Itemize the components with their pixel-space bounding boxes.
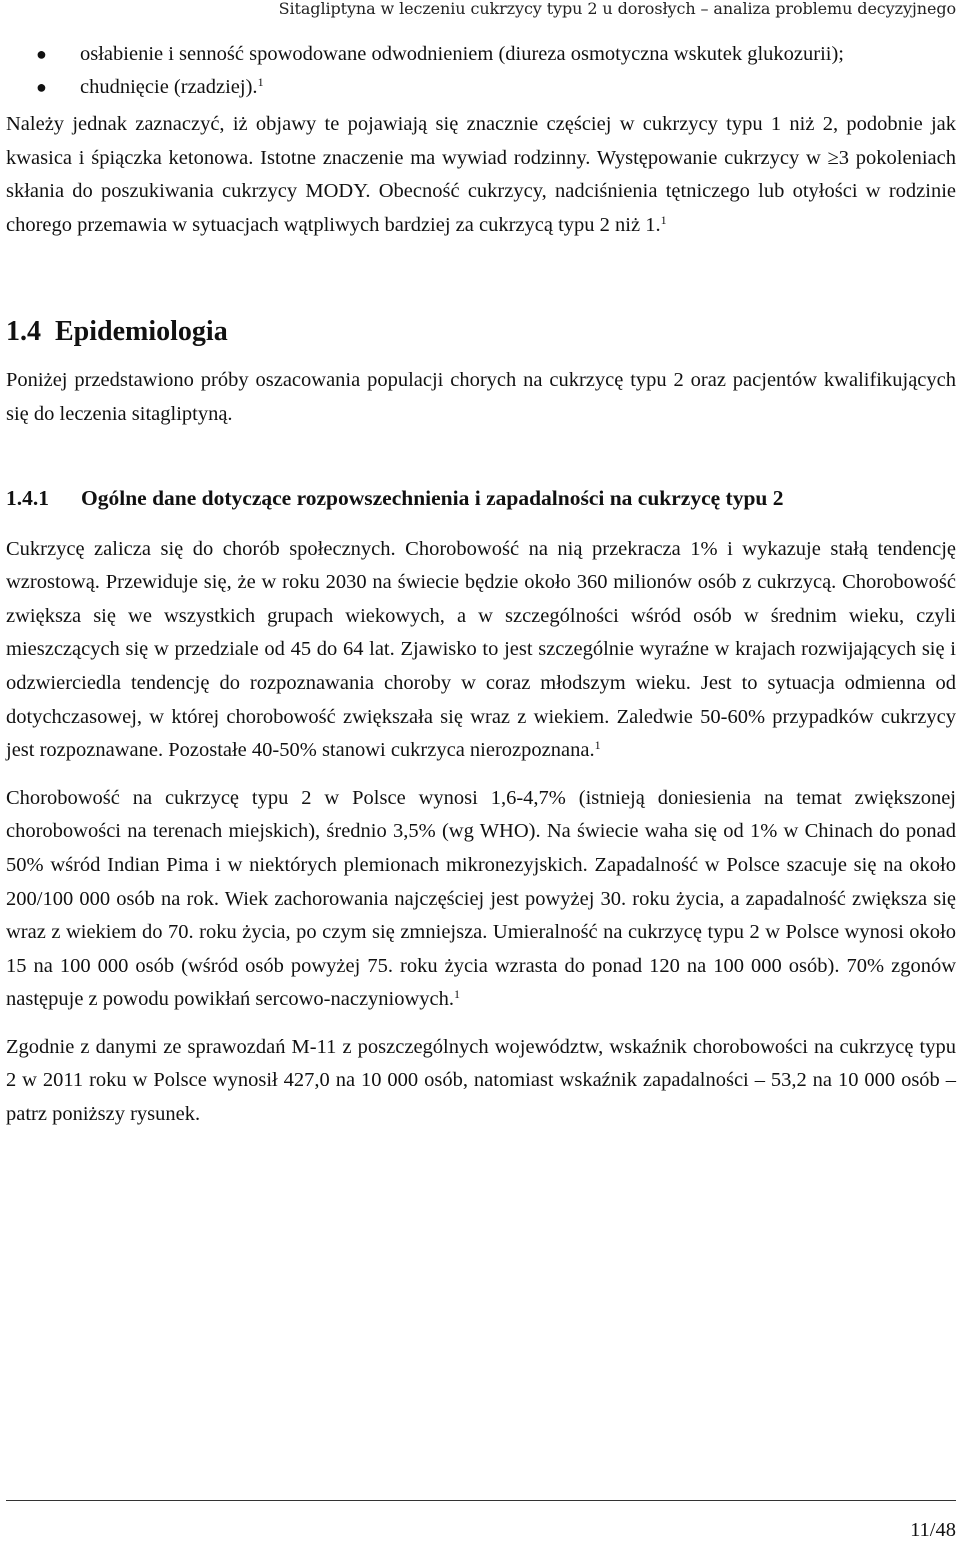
footnote-ref: 1	[660, 212, 667, 227]
subsection-number: 1.4.1	[6, 485, 49, 510]
footnote-ref: 1	[257, 75, 264, 89]
section-title: Epidemiologia	[55, 316, 228, 348]
running-header: Sitagliptyna w leczeniu cukrzycy typu 2 u dorosłych – analiza problemu decyzyjnego	[278, 0, 956, 18]
list-item	[6, 71, 956, 104]
list-item-text: osłabienie i senność spowodowane odwodnieniem (diureza osmotyczna wskutek glukozurii);	[80, 43, 845, 65]
bullet-icon: ●	[36, 44, 47, 64]
paragraph-text: Należy jednak zaznaczyć, iż objawy te pojawiają się znacznie częściej w cukrzycy typu 1 niż 2, podobnie jak kwasica i śpiączka ketonowa. Istotne znaczenie ma wywiad rodzinny. Występowanie cukrzycy w ≥3 pokoleniach skłania do poszukiwania cukrzycy MODY. Obecność cukrzycy, nadciśnienia tętniczego lub otyłości w rodzinie chorego przemawia w sytuacjach wątpliwych bardziej za cukrzycą typu 2 niż 1.	[6, 113, 956, 236]
page-number: 11/48	[910, 1519, 956, 1541]
section-intro-paragraph	[6, 364, 956, 431]
paragraph-text: Zgodnie z danymi ze sprawozdań M-11 z poszczególnych województw, wskaźnik chorobowości na cukrzycę typu 2 w 2011 roku w Polsce wynosił 427,0 na 10 000 osób, natomiast wskaźnik zapadalności – 53,2 na 10 000 osób – patrz poniższy rysunek.	[6, 1035, 956, 1126]
document-body	[6, 38, 956, 1132]
paragraph-text: Poniżej przedstawiono próby oszacowania populacji chorych na cukrzycę typu 2 oraz pacjentów kwalifikujących się do leczenia sitagliptyną.	[6, 369, 956, 425]
symptom-list	[6, 38, 956, 104]
subsection-title: Ogólne dane dotyczące rozpowszechnienia i zapadalności na cukrzycę typu 2	[81, 485, 784, 510]
footer-divider	[6, 1500, 956, 1501]
paragraph-text: Chorobowość na cukrzycę typu 2 w Polsce wynosi 1,6-4,7% (istnieją doniesienia na temat zwiększonej chorobowości na terenach miejskich), średnio 3,5% (wg WHO). Na świecie waha się od 1% w Chinach do ponad 50% wśród Indian Pima i w niektórych plemionach mikronezyjskich. Zapadalność w Polsce szacuje się na około 200/100 000 osób na rok. Wiek zachorowania najczęściej jest powyżej 30. roku życia, a zapadalność zwiększa się wraz z wiekiem do 70. roku życia, po czym się zmniejsza. Umieralność na cukrzycę typu 2 w Polsce wynosi około 15 na 100 000 osób (wśród osób powyżej 75. roku życia wzrasta do ponad 120 na 100 000 osób). 70% zgonów następuje z powodu powikłań sercowo-naczyniowych.	[6, 786, 956, 1011]
footnote-ref: 1	[594, 738, 601, 753]
poland-statistics-paragraph	[6, 782, 956, 1017]
paragraph-text: Cukrzycę zalicza się do chorób społecznych. Chorobowość na nią przekracza 1% i wykazuje stałą tendencję wzrostową. Przewiduje się, że w roku 2030 na świecie będzie około 360 milionów osób z cukrzycą. Chorobowość zwiększa się we wszystkich grupach wiekowych, a w szczególności wśród osób w średnim wieku, czyli mieszczących się w przedziale od 45 do 64 lat. Zjawisko to jest szczególnie wyraźne w krajach rozwijających się i odzwierciedla tendencję do rozpoznawania choroby w coraz młodszym wieku. Jest to sytuacja odmienna od dotychczasowej, w której chorobowość zwiększała się wraz z wiekiem. Zaledwie 50-60% przypadków cukrzycy jest rozpoznawane. Pozostałe 40-50% stanowi cukrzyca nierozpoznana.	[6, 537, 956, 762]
prevalence-paragraph	[6, 533, 956, 768]
list-item-text: chudnięcie (rzadziej).	[80, 76, 258, 98]
bullet-icon: ●	[36, 77, 47, 97]
section-number: 1.4	[6, 316, 41, 348]
intro-paragraph	[6, 108, 956, 242]
section-heading	[6, 312, 956, 352]
list-item	[6, 38, 956, 71]
m11-report-paragraph	[6, 1031, 956, 1132]
subsection-heading	[6, 482, 956, 515]
footnote-ref: 1	[454, 987, 461, 1002]
